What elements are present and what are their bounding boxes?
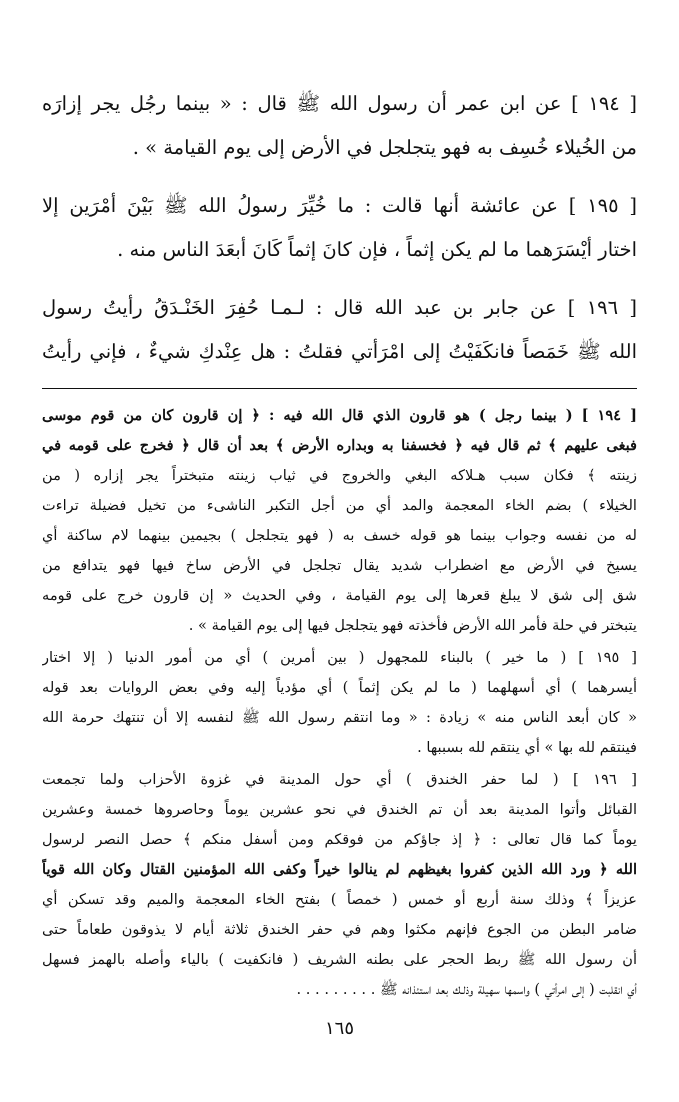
separator-rule — [42, 388, 637, 389]
hadith-194 — [42, 82, 637, 170]
hadith-line: [ ١٩٦ ] عن جابر بن عبد الله قال : لـمـا حُفِرَ الخَنْـدَقُ رأيتُ رسول — [42, 296, 637, 319]
commentary-line: ضامر البطن من الجوع فإنهم مكثوا وهم في حفر الخندق ثلاثة أيام لا يذوقون طعاماً حتى — [42, 921, 637, 938]
hadith-195 — [42, 184, 637, 272]
hadith-line: من الخُيلاء خُسِف به فهو يتجلجل في الأرض إلى يوم القيامة » . — [132, 136, 637, 159]
commentary-line: أن رسول الله ﷺ ربط الحجر على بطنه الشريف ( فانكفيت ) بالياء وأصله بالهمز فسهل — [42, 951, 637, 968]
commentary-line: [ ١٩٥ ] ( ما خير ) بالبناء للمجهول ( بين أمرين ) أي من أمور الدنيا ( إلا اختار — [42, 649, 637, 666]
hadith-line: اختار أيْسَرَهما ما لم يكن إثماً ، فإن كانَ إثماً كَانَ أبعَدَ الناس منه . — [117, 238, 637, 261]
commentary-footnotes — [42, 401, 637, 1005]
commentary-line: أيسرهما ) أي أسهلهما ( ما لم يكن إثماً ) أي مؤدياً إليه وفي بعض الروايات بعد قوله — [42, 679, 637, 696]
commentary-line: له من نفسه وجواب بينما هو قوله خسف به ( فهو يتجلجل ) بجيمين بينهما لام ساكنة أي — [42, 527, 637, 544]
commentary-line: القبائل وأتوا المدينة بعد أن تم الخندق في نحو عشرين يوماً وحاصروها خمسة وعشرين — [42, 801, 637, 818]
commentary-line: [ ١٩٦ ] ( لما حفر الخندق ) أي حول المدينة في غزوة الأحزاب ولما تجمعت — [42, 771, 637, 788]
commentary-line: شق إلى شق لا يبلغ قعرها إلى يوم القيامة ، وفي الحديث « إن قارون خرج على قومه — [42, 587, 637, 604]
commentary-195 — [42, 643, 637, 763]
commentary-line: يسيخ في الأرض مع اضطراب شديد يقال تجلجل في الأرض ساخ فيها فهو يتدافع من — [42, 557, 637, 574]
commentary-line: فبغى عليهم ﴾ ثم قال فيه ﴿ فخسفنا به وبداره الأرض ﴾ بعد أن قال ﴿ فخرج على قومه في — [42, 437, 637, 454]
hadith-line: [ ١٩٤ ] عن ابن عمر أن رسول الله ﷺ قال : « بينما رجُل يجر إزارَه — [42, 92, 637, 115]
commentary-line: يتبختر في حلة فأمر الله الأرض فأخذته فهو يتجلجل فيها إلى يوم القيامة » . — [188, 617, 637, 634]
hadith-line: [ ١٩٥ ] عن عائشة أنها قالت : ما خُيِّرَ رسولُ الله ﷺ بَيْنَ أمْرَين إلا — [42, 194, 637, 217]
commentary-line: زينته ﴾ فكان سبب هـلاكه البغي والخروج في ثياب زينته متبختراً يجر إزاره ( من — [42, 467, 637, 484]
commentary-line: « كان أبعد الناس منه » زيادة : « وما انتقم رسول الله ﷺ لنفسه إلا أن تنتهك حرمة الله — [42, 709, 637, 726]
commentary-line: الخيلاء ) بضم الخاء المعجمة والمد أي من أجل التكبر الناشىء من تخيل فضيلة تراءت — [42, 497, 637, 514]
commentary-line: فينتقم لله بها » أي ينتقم لله بسببها . — [417, 739, 637, 756]
commentary-194 — [42, 401, 637, 641]
commentary-line: يوماً كما قال تعالى : ﴿ إذ جاؤكم من فوقكم ومن أسفل منكم ﴾ حصل النصر لرسول — [42, 831, 637, 848]
hadith-196 — [42, 286, 637, 374]
hadith-text — [42, 82, 637, 374]
commentary-line: أي انقلبت ( إلى امرأتي ) واسمها سهيلة وذلـك بعد استئذانه ﷺ . . . . . . . . . — [296, 981, 637, 998]
page-number: ١٦٥ — [324, 1018, 354, 1039]
commentary-line: عزيزاً ﴾ وذلك سنة أربع أو خمس ( خمصاً ) بفتح الخاء المعجمة والميم وقد تسكن أي — [42, 891, 637, 908]
hadith-line: الله ﷺ خَمَصاً فانكَفَيْتُ إلى امْرَأتي فقلتُ : هل عِنْدكِ شيءٌ ، فإني رأيتُ — [42, 340, 637, 363]
commentary-line: [ ١٩٤ ] ( بينما رجل ) هو قارون الذي قال الله فيه : ﴿ إن قارون كان من قوم موسى — [42, 407, 637, 424]
commentary-line: الله ﴿ ورد الله الذين كفروا بغيظهم لم ينالوا خيراً وكفى الله المؤمنين القتال وكان الله قوياً — [42, 861, 637, 878]
commentary-196 — [42, 765, 637, 1005]
